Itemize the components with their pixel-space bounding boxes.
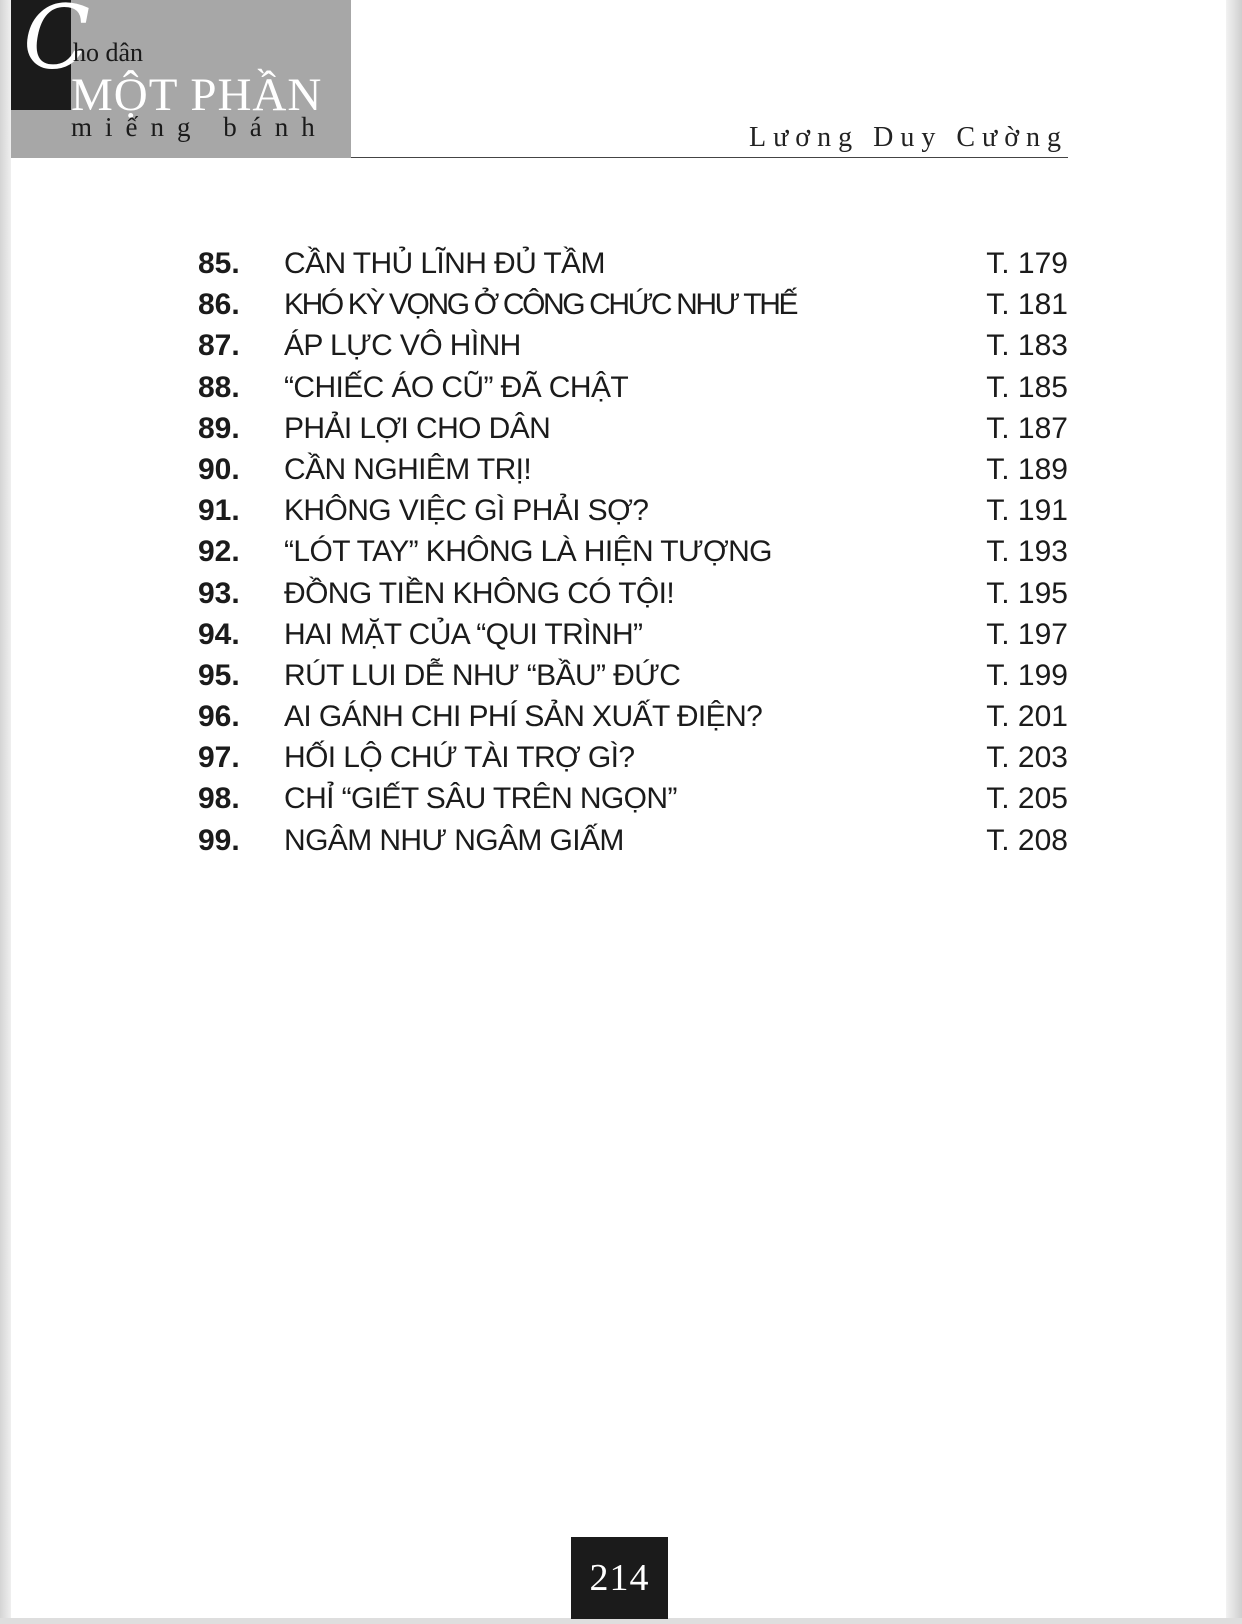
- toc-entry: [198, 449, 1068, 490]
- toc-entry-page: T. 191: [986, 494, 1068, 528]
- toc-entry-number: 87.: [198, 329, 240, 363]
- page-number: 214: [571, 1537, 668, 1619]
- toc-entry-number: 89.: [198, 411, 240, 445]
- toc-entry-page: T. 185: [986, 370, 1068, 404]
- toc-entry-page: T. 201: [986, 700, 1068, 734]
- table-of-contents: [198, 243, 1068, 861]
- toc-entry-page: T. 203: [986, 741, 1068, 775]
- toc-entry: [198, 367, 1068, 408]
- toc-entry-title: NGÂM NHƯ NGÂM GIẤM: [284, 823, 624, 857]
- toc-entry: [198, 243, 1068, 284]
- toc-entry-page: T. 193: [986, 535, 1068, 569]
- toc-entry-page: T. 189: [986, 452, 1068, 486]
- toc-entry: [198, 408, 1068, 449]
- toc-entry: [198, 655, 1068, 696]
- toc-entry: [198, 737, 1068, 778]
- toc-entry-title: KHÔNG VIỆC GÌ PHẢI SỢ?: [284, 494, 649, 528]
- toc-entry-number: 85.: [198, 247, 240, 280]
- toc-entry: [198, 778, 1068, 819]
- book-title-logo: [11, 0, 351, 158]
- logo-initial: C: [23, 0, 91, 89]
- toc-entry-title: AI GÁNH CHI PHÍ SẢN XUẤT ĐIỆN?: [284, 700, 763, 734]
- toc-entry: [198, 325, 1068, 366]
- toc-entry-number: 94.: [198, 617, 240, 651]
- toc-entry-title: RÚT LUI DỄ NHƯ “BẦU” ĐỨC: [284, 658, 681, 692]
- toc-entry-number: 93.: [198, 576, 240, 610]
- toc-entry-page: T. 199: [986, 658, 1068, 692]
- toc-entry-title: CHỈ “GIẾT SÂU TRÊN NGỌN”: [284, 782, 677, 816]
- page-edge-right: [1226, 0, 1242, 1624]
- toc-entry-title: HỐI LỘ CHỨ TÀI TRỢ GÌ?: [284, 741, 635, 775]
- toc-entry-title: ÁP LỰC VÔ HÌNH: [284, 329, 521, 363]
- toc-entry-title: “CHIẾC ÁO CŨ” ĐÃ CHẬT: [284, 370, 629, 404]
- toc-entry: [198, 531, 1068, 572]
- toc-entry: [198, 696, 1068, 737]
- header-rule: [351, 157, 1068, 158]
- toc-entry-page: T. 208: [986, 823, 1068, 857]
- toc-entry-number: 95.: [198, 658, 240, 692]
- toc-entry-title: CẦN NGHIÊM TRỊ!: [284, 452, 532, 486]
- toc-entry-page: T. 187: [986, 411, 1068, 445]
- logo-line-1: ho dân: [73, 38, 144, 67]
- toc-entry-page: T. 197: [986, 617, 1068, 651]
- toc-entry-title: CẦN THỦ LĨNH ĐỦ TẦM: [284, 247, 605, 280]
- page-edge-left: [0, 0, 11, 1624]
- toc-entry-title: PHẢI LỢI CHO DÂN: [284, 411, 551, 445]
- toc-entry-number: 97.: [198, 741, 240, 775]
- toc-entry-number: 98.: [198, 782, 240, 816]
- toc-entry-number: 88.: [198, 370, 240, 404]
- logo-line-3: miếng bánh: [71, 112, 328, 142]
- logo-line-2: MỘT PHẦN: [71, 69, 323, 121]
- toc-entry-number: 86.: [198, 288, 240, 322]
- toc-entry-number: 91.: [198, 494, 240, 528]
- toc-entry-number: 90.: [198, 452, 240, 486]
- toc-entry-number: 96.: [198, 700, 240, 734]
- toc-entry-page: T. 195: [986, 576, 1068, 610]
- toc-entry-page: T. 181: [986, 288, 1068, 322]
- toc-entry-title: “LÓT TAY” KHÔNG LÀ HIỆN TƯỢNG: [284, 535, 772, 569]
- toc-entry-title: KHÓ KỲ VỌNG Ở CÔNG CHỨC NHƯ THẾ: [284, 288, 797, 322]
- toc-entry-page: T. 179: [986, 247, 1068, 280]
- toc-entry-title: ĐỒNG TIỀN KHÔNG CÓ TỘI!: [284, 576, 675, 610]
- author-name: Lương Duy Cường: [749, 122, 1068, 153]
- toc-entry-page: T. 205: [986, 782, 1068, 816]
- toc-entry-number: 92.: [198, 535, 240, 569]
- toc-entry: [198, 573, 1068, 614]
- toc-entry-title: HAI MẶT CỦA “QUI TRÌNH”: [284, 617, 643, 651]
- toc-entry: [198, 490, 1068, 531]
- toc-entry-number: 99.: [198, 823, 240, 857]
- toc-entry: [198, 284, 1068, 325]
- toc-entry: [198, 614, 1068, 655]
- toc-entry-page: T. 183: [986, 329, 1068, 363]
- toc-entry: [198, 820, 1068, 861]
